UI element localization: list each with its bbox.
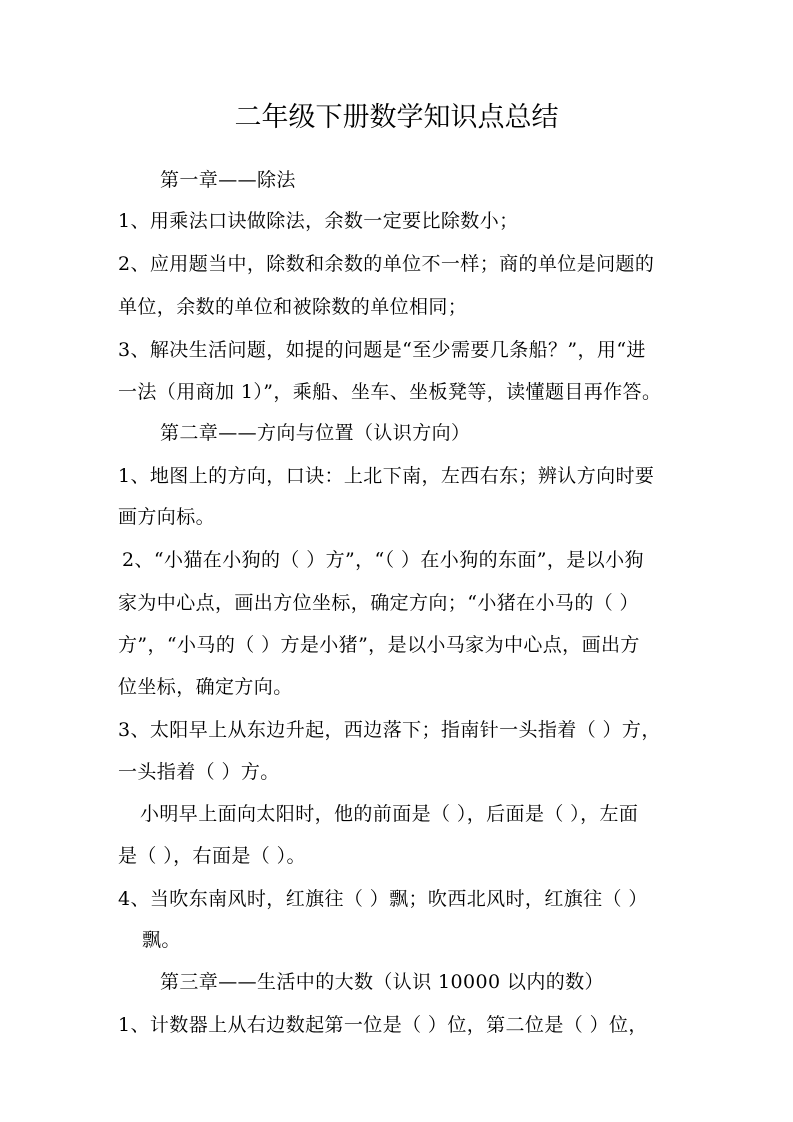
paragraph-line: 3、太阳早上从东边升起，西边落下；指南针一头指着（ ）方， bbox=[118, 719, 661, 741]
chapter-3-heading: 第三章——生活中的大数（认识 10000 以内的数） bbox=[160, 971, 604, 993]
paragraph-line: 小明早上面向太阳时，他的前面是（ ），后面是（ ），左面 bbox=[140, 803, 639, 825]
document-title: 二年级下册数学知识点总结 bbox=[234, 102, 559, 133]
paragraph-line: 1、计数器上从右边数起第一位是（ ）位，第二位是（ ）位， bbox=[118, 1014, 648, 1036]
paragraph-line: 家为中心点，画出方位坐标，确定方向；“小猪在小马的（ ） bbox=[118, 592, 639, 614]
paragraph-line: 3、解决生活问题，如提的问题是“至少需要几条船？”，用“进 bbox=[118, 339, 646, 361]
paragraph-line: 1、用乘法口诀做除法，余数一定要比除数小； bbox=[118, 210, 519, 232]
paragraph-line: 方”，“小马的（ ）方是小猪”，是以小马家为中心点，画出方 bbox=[118, 634, 640, 656]
paragraph-line: 一法（用商加 1）”，乘船、坐车、坐板凳等，读懂题目再作答。 bbox=[118, 381, 662, 403]
chapter-2-heading: 第二章——方向与位置（认识方向） bbox=[160, 422, 471, 444]
paragraph-line: 是（ ），右面是（ ）。 bbox=[118, 845, 306, 867]
paragraph-line: 4、当吹东南风时，红旗往（ ）飘；吹西北风时，红旗往（ ） bbox=[118, 888, 648, 910]
paragraph-line: 飘。 bbox=[142, 929, 181, 951]
paragraph-line: 单位，余数的单位和被除数的单位相同； bbox=[118, 296, 468, 318]
paragraph-line: 一头指着（ ）方。 bbox=[118, 761, 280, 783]
paragraph-line: 画方向标。 bbox=[118, 506, 216, 528]
paragraph-line: 位坐标，确定方向。 bbox=[118, 676, 293, 698]
paragraph-line: 2、“小猫在小狗的（ ）方”，“（ ）在小狗的东面”，是以小狗 bbox=[122, 549, 644, 571]
paragraph-line: 2、应用题当中，除数和余数的单位不一样；商的单位是问题的 bbox=[118, 253, 655, 275]
paragraph-line: 1、地图上的方向，口诀：上北下南，左西右东；辨认方向时要 bbox=[118, 465, 655, 487]
chapter-1-heading: 第一章——除法 bbox=[160, 169, 296, 191]
